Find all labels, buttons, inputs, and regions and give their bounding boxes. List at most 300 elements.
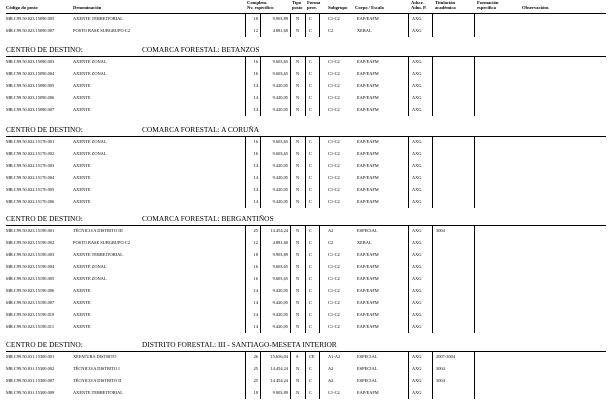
cell-divider [408, 25, 409, 37]
cell-adscr: AXG [412, 199, 422, 204]
cell-forma: C [309, 187, 312, 192]
cell-subgrupo: C1-C2 [328, 288, 340, 293]
cell-tipo: N [296, 264, 300, 269]
cell-complem: 9.420,05 [272, 288, 288, 293]
cell-tipo: N [296, 276, 300, 281]
cell-divider [432, 375, 433, 387]
cell-corpo: ESPECIAL [357, 378, 378, 383]
cell-divider [290, 184, 291, 196]
table-row [0, 249, 614, 261]
cell-divider [260, 225, 261, 237]
cell-divider [260, 68, 261, 80]
cell-divider [260, 56, 261, 68]
cell-divider [305, 184, 306, 196]
cell-divider [305, 25, 306, 37]
cell-divider [245, 351, 246, 363]
cell-divider [305, 172, 306, 184]
cell-corpo: EAP/EAFM [357, 83, 379, 88]
table-row [0, 104, 614, 116]
cell-name: AXENTE TERREITORIAL [73, 16, 123, 21]
cell-code: MR.C99.50.022.15170.001 [6, 139, 55, 144]
cell-tipo: N [296, 187, 300, 192]
header-complem-2: Nv. específico [247, 5, 274, 10]
cell-divider [245, 172, 246, 184]
cell-corpo: EAP/EAFM [357, 16, 379, 21]
cell-subgrupo: C1-C2 [328, 252, 340, 257]
cell-tipo: N [296, 288, 300, 293]
cell-corpo: XERAL [357, 240, 372, 245]
table-row [0, 56, 614, 68]
cell-subgrupo: C1-C2 [328, 71, 340, 76]
cell-name: AXENTE [73, 163, 91, 168]
cell-name: AXENTE ZONAL [73, 59, 107, 64]
section-heading [0, 45, 614, 55]
cell-divider [408, 237, 409, 249]
cell-tipo: N [296, 175, 300, 180]
cell-code: MR.C99.50.023.15190.010 [6, 312, 55, 317]
cell-subgrupo: C1-C2 [328, 312, 340, 317]
cell-divider [408, 184, 409, 196]
cell-name: XEFATURA DISTRITO [73, 354, 117, 359]
cell-forma: C [309, 228, 312, 233]
cell-divider [245, 68, 246, 80]
cell-divider [245, 13, 246, 25]
cell-divider [245, 273, 246, 285]
cell-divider [290, 249, 291, 261]
table-row [0, 136, 614, 148]
cell-complem: 9.603,65 [272, 264, 288, 269]
cell-forma: C [309, 288, 312, 293]
cell-subgrupo: A2 [328, 378, 334, 383]
cell-divider [408, 68, 409, 80]
cell-subgrupo: C1-C2 [328, 300, 340, 305]
cell-divider [408, 56, 409, 68]
cell-divider [408, 172, 409, 184]
cell-divider [290, 92, 291, 104]
cell-complem: 9.603,65 [272, 71, 288, 76]
cell-tipo: N [296, 163, 300, 168]
cell-divider [245, 56, 246, 68]
cell-tipo: N [296, 300, 300, 305]
cell-corpo: EAP/EAFM [357, 163, 379, 168]
cell-adscr: AXG [412, 163, 422, 168]
cell-divider [260, 172, 261, 184]
cell-adscr: AXG [412, 228, 422, 233]
cell-divider [474, 148, 475, 160]
cell-name: TÉCNICO/A DISTRITO III [73, 228, 123, 233]
cell-subgrupo: C1-C2 [328, 390, 340, 395]
cell-complem: 9.603,65 [272, 276, 288, 281]
cell-subgrupo: C1-C2 [328, 151, 340, 156]
cell-complem: 9.420,05 [272, 187, 288, 192]
cell-name: AXENTE [73, 187, 91, 192]
cell-divider [245, 80, 246, 92]
cell-complem: 14.454,24 [270, 366, 288, 371]
cell-complem: 9.420,05 [272, 163, 288, 168]
table-row [0, 237, 614, 249]
cell-subgrupo: C2 [328, 28, 334, 33]
cell-adscr: AXG [412, 16, 422, 21]
cell-adscr: AXG [412, 240, 422, 245]
cell-divider [245, 285, 246, 297]
cell-divider [290, 172, 291, 184]
cell-code: MR.C99.50.022.15170.003 [6, 163, 55, 168]
cell-forma: C [309, 300, 312, 305]
cell-divider [319, 80, 320, 92]
cell-tipo: N [296, 228, 300, 233]
cell-divider [474, 13, 475, 25]
cell-divider [319, 363, 320, 375]
cell-divider [474, 196, 475, 208]
cell-divider [474, 387, 475, 399]
cell-complem: 9.420,05 [272, 175, 288, 180]
cell-divider [260, 196, 261, 208]
cell-divider [245, 297, 246, 309]
cell-divider [260, 363, 261, 375]
cell-divider [474, 249, 475, 261]
cell-divider [474, 68, 475, 80]
cell-divider [432, 237, 433, 249]
cell-code: MR.C99.50.031.15300.002 [6, 366, 55, 371]
section-title: DISTRITO FORESTAL: III - SANTIAGO-MESETA INTERIOR [142, 340, 337, 349]
section-title: COMARCA FORESTAL: BETANZOS [142, 45, 260, 54]
cell-divider [408, 261, 409, 273]
cell-divider [408, 273, 409, 285]
cell-divider [245, 136, 246, 148]
cell-divider [319, 148, 320, 160]
cell-divider [319, 104, 320, 116]
cell-divider [432, 92, 433, 104]
cell-corpo: XERAL [357, 28, 372, 33]
cell-divider [305, 363, 306, 375]
cell-adscr: AXG [412, 252, 422, 257]
cell-adscr: AXG [412, 175, 422, 180]
cell-complem: 9.420,05 [272, 107, 288, 112]
cell-name: AXENTE TERREITORIAL [73, 390, 123, 395]
cell-divider [245, 387, 246, 399]
cell-tipo: N [296, 28, 300, 33]
cell-forma: C [309, 240, 312, 245]
cell-divider [432, 184, 433, 196]
cell-divider [319, 68, 320, 80]
cell-complem: 4.881,60 [272, 28, 288, 33]
cell-divider [260, 387, 261, 399]
cell-nivel: 16 [253, 71, 258, 76]
cell-forma: C [309, 378, 312, 383]
cell-code: MR.C99.50.022.15170.005 [6, 187, 55, 192]
cell-tipo: N [296, 324, 300, 329]
cell-code: MR.C99.50.023.15090.005 [6, 16, 55, 21]
cell-divider [432, 351, 433, 363]
cell-divider [319, 273, 320, 285]
cell-divider [408, 136, 409, 148]
table-row [0, 160, 614, 172]
table-row [0, 351, 614, 363]
cell-subgrupo: A1-A2 [328, 354, 341, 359]
section-label: CENTRO DE DESTINO: [6, 214, 83, 223]
cell-divider [305, 92, 306, 104]
cell-tipo: N [296, 252, 300, 257]
cell-titulacion: 2007-3004 [436, 354, 456, 359]
header-forma-1: Forma [307, 0, 321, 5]
cell-divider [260, 160, 261, 172]
header-titulacion-1: Titulación [435, 0, 456, 5]
cell-titulacion: 3004 [436, 378, 445, 383]
cell-nivel: 16 [253, 139, 258, 144]
cell-divider [432, 68, 433, 80]
cell-divider [474, 309, 475, 321]
cell-name: AXENTE TERREITORIAL [73, 252, 123, 257]
cell-forma: C [309, 264, 312, 269]
cell-subgrupo: C1-C2 [328, 199, 340, 204]
cell-adscr: AXG [412, 300, 422, 305]
cell-divider [408, 351, 409, 363]
cell-code: MR.C99.50.023.15190.001 [6, 228, 55, 233]
cell-nivel: 14 [253, 300, 258, 305]
header-forma-2: prov. [307, 5, 317, 10]
cell-adscr: AXG [412, 83, 422, 88]
cell-complem: 9.903,89 [272, 16, 288, 21]
cell-divider [408, 297, 409, 309]
cell-name: AXENTE ZONAL [73, 139, 107, 144]
cell-divider [305, 309, 306, 321]
cell-code: MR.C99.50.023.15190.003 [6, 252, 55, 257]
cell-complem: 9.420,05 [272, 199, 288, 204]
cell-tipo: S [296, 354, 299, 359]
cell-forma: C [309, 390, 312, 395]
cell-corpo: ESPECIAL [357, 366, 378, 371]
cell-tipo: N [296, 312, 300, 317]
cell-tipo: N [296, 95, 300, 100]
cell-tipo: N [296, 240, 300, 245]
cell-divider [432, 387, 433, 399]
cell-forma: C [309, 139, 312, 144]
cell-name: AXENTE ZONAL [73, 276, 107, 281]
cell-divider [474, 273, 475, 285]
cell-tipo: N [296, 390, 300, 395]
cell-divider [290, 351, 291, 363]
cell-name: TÉCNICO/A DISTRITO II [73, 378, 122, 383]
cell-nivel: 25 [253, 366, 258, 371]
cell-name: AXENTE [73, 175, 91, 180]
cell-divider [245, 160, 246, 172]
cell-divider [260, 273, 261, 285]
cell-divider [474, 104, 475, 116]
cell-divider [305, 196, 306, 208]
cell-tipo: N [296, 378, 300, 383]
cell-divider [290, 261, 291, 273]
cell-divider [319, 56, 320, 68]
cell-corpo: EAP/EAFM [357, 264, 379, 269]
cell-divider [432, 25, 433, 37]
cell-divider [245, 25, 246, 37]
cell-divider [260, 13, 261, 25]
cell-name: AXENTE [73, 83, 91, 88]
cell-divider [260, 309, 261, 321]
cell-corpo: EAP/EAFM [357, 71, 379, 76]
table-row [0, 68, 614, 80]
cell-divider [260, 249, 261, 261]
cell-divider [474, 285, 475, 297]
cell-divider [432, 172, 433, 184]
cell-code: MR.C99.50.023.15190.006 [6, 288, 55, 293]
cell-code: MR.C99.50.023.15190.002 [6, 240, 55, 245]
header-tipo-2: posto [292, 5, 303, 10]
cell-complem: 9.420,05 [272, 95, 288, 100]
cell-divider [408, 387, 409, 399]
cell-adscr: AXG [412, 187, 422, 192]
cell-divider [260, 321, 261, 333]
cell-divider [319, 25, 320, 37]
cell-complem: 9.603,65 [272, 151, 288, 156]
cell-divider [260, 261, 261, 273]
cell-code: MR.C99.50.023.15190.005 [6, 276, 55, 281]
cell-code: MR.C99.50.023.15190.011 [6, 324, 55, 329]
table-row [0, 172, 614, 184]
cell-name: TÉCNICO/A DISTRITO I [73, 366, 120, 371]
cell-code: MR.C99.50.031.15300.001 [6, 354, 55, 359]
cell-divider [432, 196, 433, 208]
cell-forma: C [309, 107, 312, 112]
cell-code: MR.C99.50.023.15090.004 [6, 71, 55, 76]
cell-subgrupo: A2 [328, 228, 334, 233]
cell-complem: 9.903,89 [272, 252, 288, 257]
cell-name: AXENTE [73, 312, 91, 317]
table-row [0, 273, 614, 285]
cell-nivel: 25 [253, 378, 258, 383]
cell-divider [408, 196, 409, 208]
cell-divider [319, 261, 320, 273]
cell-divider [290, 160, 291, 172]
cell-divider [432, 261, 433, 273]
cell-name: AXENTE ZONAL [73, 151, 107, 156]
cell-divider [474, 225, 475, 237]
cell-complem: 4.881,60 [272, 240, 288, 245]
cell-divider [319, 375, 320, 387]
cell-complem: 9.420,05 [272, 324, 288, 329]
cell-divider [305, 56, 306, 68]
cell-nivel: 14 [253, 199, 258, 204]
header-corpo: Corpo / Escala [355, 5, 384, 10]
cell-divider [432, 148, 433, 160]
table-row [0, 261, 614, 273]
cell-corpo: EAP/EAFM [357, 199, 379, 204]
cell-divider [305, 375, 306, 387]
cell-corpo: EAP/EAFM [357, 276, 379, 281]
cell-divider [319, 172, 320, 184]
cell-divider [474, 25, 475, 37]
cell-divider [245, 92, 246, 104]
table-row [0, 375, 614, 387]
cell-code: MR.C99.50.023.15090.007 [6, 28, 55, 33]
cell-divider [432, 104, 433, 116]
cell-subgrupo: C1-C2 [328, 187, 340, 192]
table-row [0, 92, 614, 104]
cell-divider [260, 136, 261, 148]
table-row [0, 184, 614, 196]
cell-name: AXENTE [73, 300, 91, 305]
cell-divider [260, 104, 261, 116]
cell-divider [432, 249, 433, 261]
cell-complem: 9.420,05 [272, 312, 288, 317]
cell-adscr: AXG [412, 264, 422, 269]
cell-divider [432, 56, 433, 68]
cell-divider [290, 196, 291, 208]
cell-divider [305, 261, 306, 273]
cell-divider [474, 237, 475, 249]
cell-complem: 9.420,05 [272, 300, 288, 305]
cell-nivel: 14 [253, 312, 258, 317]
cell-corpo: ESPECIAL [357, 354, 378, 359]
section-heading [0, 125, 614, 135]
cell-corpo: EAP/EAFM [357, 288, 379, 293]
cell-divider [432, 273, 433, 285]
cell-titulacion: 3004 [436, 228, 445, 233]
cell-divider [305, 80, 306, 92]
cell-divider [474, 351, 475, 363]
cell-divider [290, 80, 291, 92]
header-denominacion: Denominación [73, 5, 102, 10]
cell-divider [305, 285, 306, 297]
cell-divider [305, 273, 306, 285]
cell-corpo: EAP/EAFM [357, 151, 379, 156]
cell-divider [245, 148, 246, 160]
header-formacion-1: Formación [477, 0, 499, 5]
cell-forma: C [309, 276, 312, 281]
cell-divider [319, 184, 320, 196]
cell-divider [290, 148, 291, 160]
cell-divider [408, 80, 409, 92]
cell-divider [319, 237, 320, 249]
cell-divider [245, 237, 246, 249]
cell-divider [474, 363, 475, 375]
cell-divider [408, 249, 409, 261]
cell-divider [319, 13, 320, 25]
header-adscr-2: Adm. P. [411, 5, 427, 10]
cell-divider [432, 285, 433, 297]
cell-adscr: AXG [412, 288, 422, 293]
cell-divider [319, 136, 320, 148]
cell-divider [319, 160, 320, 172]
cell-divider [245, 249, 246, 261]
cell-divider [290, 321, 291, 333]
cell-code: MR.C99.50.023.15190.004 [6, 264, 55, 269]
cell-divider [290, 285, 291, 297]
cell-divider [319, 321, 320, 333]
section-title: COMARCA FORESTAL: BERGANTIÑOS [142, 214, 274, 223]
cell-tipo: N [296, 199, 300, 204]
cell-divider [319, 351, 320, 363]
cell-divider [432, 321, 433, 333]
cell-divider [408, 13, 409, 25]
cell-corpo: EAP/EAFM [357, 107, 379, 112]
cell-nivel: 18 [253, 16, 258, 21]
cell-nivel: 14 [253, 288, 258, 293]
cell-divider [290, 56, 291, 68]
table-row [0, 309, 614, 321]
cell-divider [290, 387, 291, 399]
cell-divider [432, 160, 433, 172]
table-row [0, 80, 614, 92]
cell-divider [319, 225, 320, 237]
cell-subgrupo: C1-C2 [328, 264, 340, 269]
cell-code: MR.C99.50.022.15170.004 [6, 175, 55, 180]
table-row [0, 363, 614, 375]
cell-divider [260, 237, 261, 249]
cell-forma: CE [309, 354, 315, 359]
cell-forma: C [309, 151, 312, 156]
cell-corpo: EAP/EAFM [357, 95, 379, 100]
